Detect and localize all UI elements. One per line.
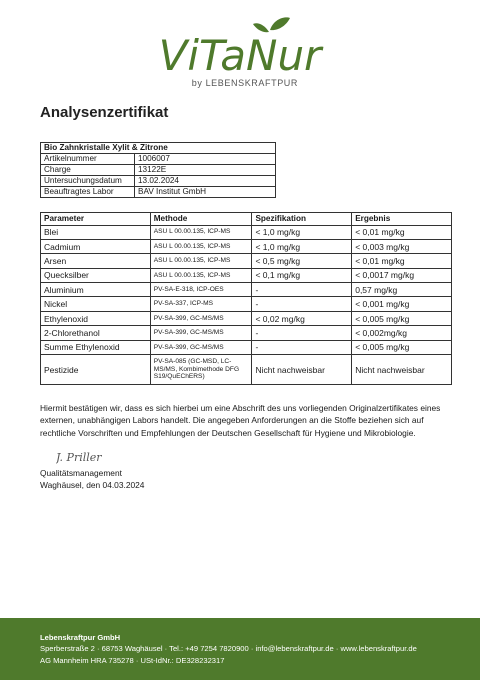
footer <box>0 618 480 680</box>
cell-parameter: Ethylenoxid <box>41 311 151 325</box>
brand-tagline: by LEBENSKRAFTPUR <box>191 78 298 88</box>
header-specification: Spezifikation <box>252 213 352 226</box>
info-value: BAV Institut GmbH <box>135 187 276 198</box>
signature-block <box>40 467 144 491</box>
footer-register: AG Mannheim HRA 735278 · USt-IdNr.: DE328232317 <box>40 655 225 665</box>
results-table <box>40 212 452 385</box>
footer-company: Lebenskraftpur GmbH <box>40 633 121 642</box>
cell-result: < 0,005 mg/kg <box>352 311 452 325</box>
cell-method: PV-SA-085 (GC-MSD, LC-MS/MS, Kombimethode DFG S19/QuEChERS) <box>150 355 252 385</box>
header-parameter: Parameter <box>41 213 151 226</box>
cell-parameter: 2-Chlorethanol <box>41 326 151 340</box>
cell-parameter: Quecksilber <box>41 268 151 282</box>
cell-parameter: Cadmium <box>41 239 151 253</box>
cell-method: PV-SA-E-318, ICP-OES <box>150 283 252 297</box>
cell-parameter: Aluminium <box>41 283 151 297</box>
cell-specification: < 0,1 mg/kg <box>252 268 352 282</box>
cell-result: < 0,001 mg/kg <box>352 297 452 311</box>
header-result: Ergebnis <box>352 213 452 226</box>
table-row <box>41 254 452 268</box>
cell-method: ASU L 00.00.135, ICP-MS <box>150 225 252 239</box>
table-row <box>41 283 452 297</box>
info-row <box>41 187 276 198</box>
table-row <box>41 268 452 282</box>
cell-parameter: Nickel <box>41 297 151 311</box>
cell-result: 0,57 mg/kg <box>352 283 452 297</box>
table-row <box>41 297 452 311</box>
cell-method: PV-SA-399, GC-MS/MS <box>150 340 252 354</box>
cell-method: PV-SA-337, ICP-MS <box>150 297 252 311</box>
info-key: Beauftragtes Labor <box>41 187 135 198</box>
info-row <box>41 154 276 165</box>
table-row <box>41 311 452 325</box>
cell-specification: - <box>252 326 352 340</box>
document-title: Analysenzertifikat <box>40 104 169 121</box>
cell-result: Nicht nachweisbar <box>352 355 452 385</box>
cell-method: ASU L 00.00.135, ICP-MS <box>150 239 252 253</box>
cell-result: < 0,005 mg/kg <box>352 340 452 354</box>
brand-name: ViTaNur <box>158 31 322 80</box>
cell-specification: < 1,0 mg/kg <box>252 239 352 253</box>
handwritten-signature <box>56 448 146 466</box>
info-value: 13.02.2024 <box>135 176 276 187</box>
cell-specification: < 0,5 mg/kg <box>252 254 352 268</box>
table-row <box>41 326 452 340</box>
table-row <box>41 340 452 354</box>
cell-method: ASU L 00.00.135, ICP-MS <box>150 254 252 268</box>
signature-text: J. Priller <box>56 451 102 464</box>
table-row <box>41 239 452 253</box>
vitanur-logo-graphic <box>120 14 360 94</box>
table-row <box>41 225 452 239</box>
info-value: 1006007 <box>135 154 276 165</box>
info-key: Charge <box>41 165 135 176</box>
info-value: 13122E <box>135 165 276 176</box>
cell-parameter: Blei <box>41 225 151 239</box>
cell-method: ASU L 00.00.135, ICP-MS <box>150 268 252 282</box>
cell-parameter: Arsen <box>41 254 151 268</box>
cell-method: PV-SA-399, GC-MS/MS <box>150 311 252 325</box>
cell-specification: - <box>252 283 352 297</box>
product-name-row <box>41 143 276 154</box>
brand-logo <box>0 14 480 94</box>
product-info-table <box>40 142 276 198</box>
certification-statement: Hiermit bestätigen wir, dass es sich hierbei um eine Abschrift des uns vorliegenden Originalzertifikates eines externen, unabhängigen Labors handelt. Die angegeben Anforderungen an die Stoffe beziehen sich auf rechtliche Vorschriften und Empfehlungen der Deutschen Gesellschaft für Hygiene und Mikrobiologie. <box>40 403 441 438</box>
product-name: Bio Zahnkristalle Xylit & Zitrone <box>41 143 276 154</box>
signature-place-date: Waghäusel, den 04.03.2024 <box>40 480 145 490</box>
info-key: Artikelnummer <box>41 154 135 165</box>
cell-result: < 0,003 mg/kg <box>352 239 452 253</box>
leaf-icon <box>270 17 290 30</box>
cell-specification: - <box>252 297 352 311</box>
footer-address: Sperberstraße 2 · 68753 Waghäusel · Tel.: +49 7254 7820900 · info@lebenskraftpur.de · www.lebenskraftpur.de <box>40 644 417 654</box>
cell-result: < 0,01 mg/kg <box>352 254 452 268</box>
table-row <box>41 355 452 385</box>
cell-specification: Nicht nachweisbar <box>252 355 352 385</box>
cell-parameter: Summe Ethylenoxid <box>41 340 151 354</box>
results-header-row <box>41 213 452 226</box>
info-row <box>41 176 276 187</box>
cell-method: PV-SA-399, GC-MS/MS <box>150 326 252 340</box>
cell-result: < 0,0017 mg/kg <box>352 268 452 282</box>
info-key: Untersuchungsdatum <box>41 176 135 187</box>
cell-result: < 0,002mg/kg <box>352 326 452 340</box>
cell-specification: < 0,02 mg/kg <box>252 311 352 325</box>
cell-specification: - <box>252 340 352 354</box>
cell-parameter: Pestizide <box>41 355 151 385</box>
cell-specification: < 1,0 mg/kg <box>252 225 352 239</box>
cell-result: < 0,01 mg/kg <box>352 225 452 239</box>
header-method: Methode <box>150 213 252 226</box>
signature-role: Qualitätsmanagement <box>40 468 122 478</box>
info-row <box>41 165 276 176</box>
